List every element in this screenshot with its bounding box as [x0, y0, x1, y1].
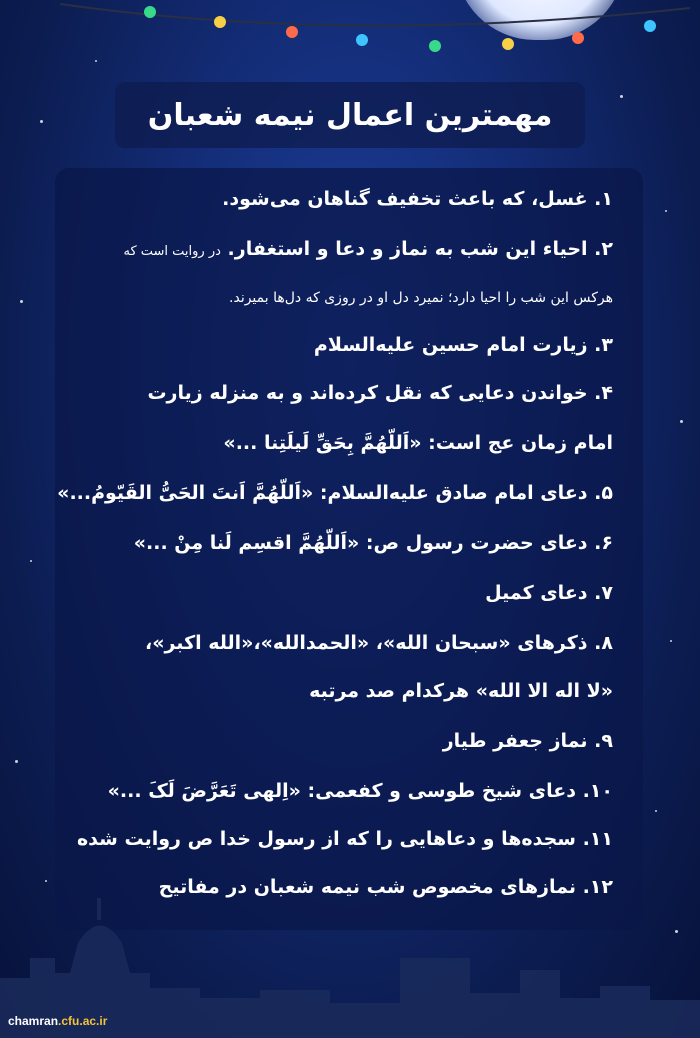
list-item: امام زمان عج است: «اَللّهُمَّ بِحَقِّ لَیلَتِنا ...» — [223, 432, 613, 454]
string-lights — [0, 0, 700, 70]
content-panel — [55, 168, 643, 930]
footer-site-name: chamran — [8, 1014, 59, 1028]
list-item: ۷. دعای کمیل — [485, 582, 613, 604]
page-title: مهمترین اعمال نیمه شعبان — [147, 97, 553, 133]
list-item: هرکس این شب را احیا دارد؛ نمیرد دل او در روزی که دل‌ها بمیرند. — [229, 290, 613, 306]
list-item: ۸. ذکرهای «سبحان الله»، «الحمدالله»،«الله اکبر»، — [145, 632, 613, 654]
list-item: ۹. نماز جعفر طیار — [442, 730, 613, 752]
list-item: ۱۱. سجده‌ها و دعاهایی را که از رسول خدا ص روایت شده — [76, 828, 613, 850]
site-footer[interactable] — [0, 1006, 115, 1036]
list-item: ۳. زیارت امام حسین علیه‌السلام — [313, 334, 613, 356]
acts-list — [55, 168, 643, 930]
list-item: ۴. خواندن دعایی که نقل کرده‌اند و به منزله زیارت — [147, 382, 613, 404]
list-item: ۵. دعای امام صادق علیه‌السلام: «اَللّهُمَّ اَنتَ الحَیُّ القَیّومُ...» — [57, 482, 613, 504]
light-bulb — [144, 6, 656, 52]
list-item: ۲. احیاء این شب به نماز و دعا و استغفار. در روایت است که — [123, 238, 613, 260]
list-item: ۶. دعای حضرت رسول ص: «اَللّهُمَّ اقسِم لَنا مِنْ ...» — [133, 532, 613, 554]
list-item: ۱۲. نمازهای مخصوص شب نیمه شعبان در مفاتیح — [158, 876, 613, 898]
list-item: «لا اله الا الله» هرکدام صد مرتبه — [309, 680, 613, 702]
title-banner — [115, 82, 585, 148]
footer-domain: .cfu.ac.ir — [58, 1014, 108, 1028]
list-item: ۱. غسل، که باعث تخفیف گناهان می‌شود. — [222, 188, 613, 210]
list-item: ۱۰. دعای شیخ طوسی و کفعمی: «اِلهی تَعَرَّضَ لَکَ ...» — [107, 780, 613, 802]
